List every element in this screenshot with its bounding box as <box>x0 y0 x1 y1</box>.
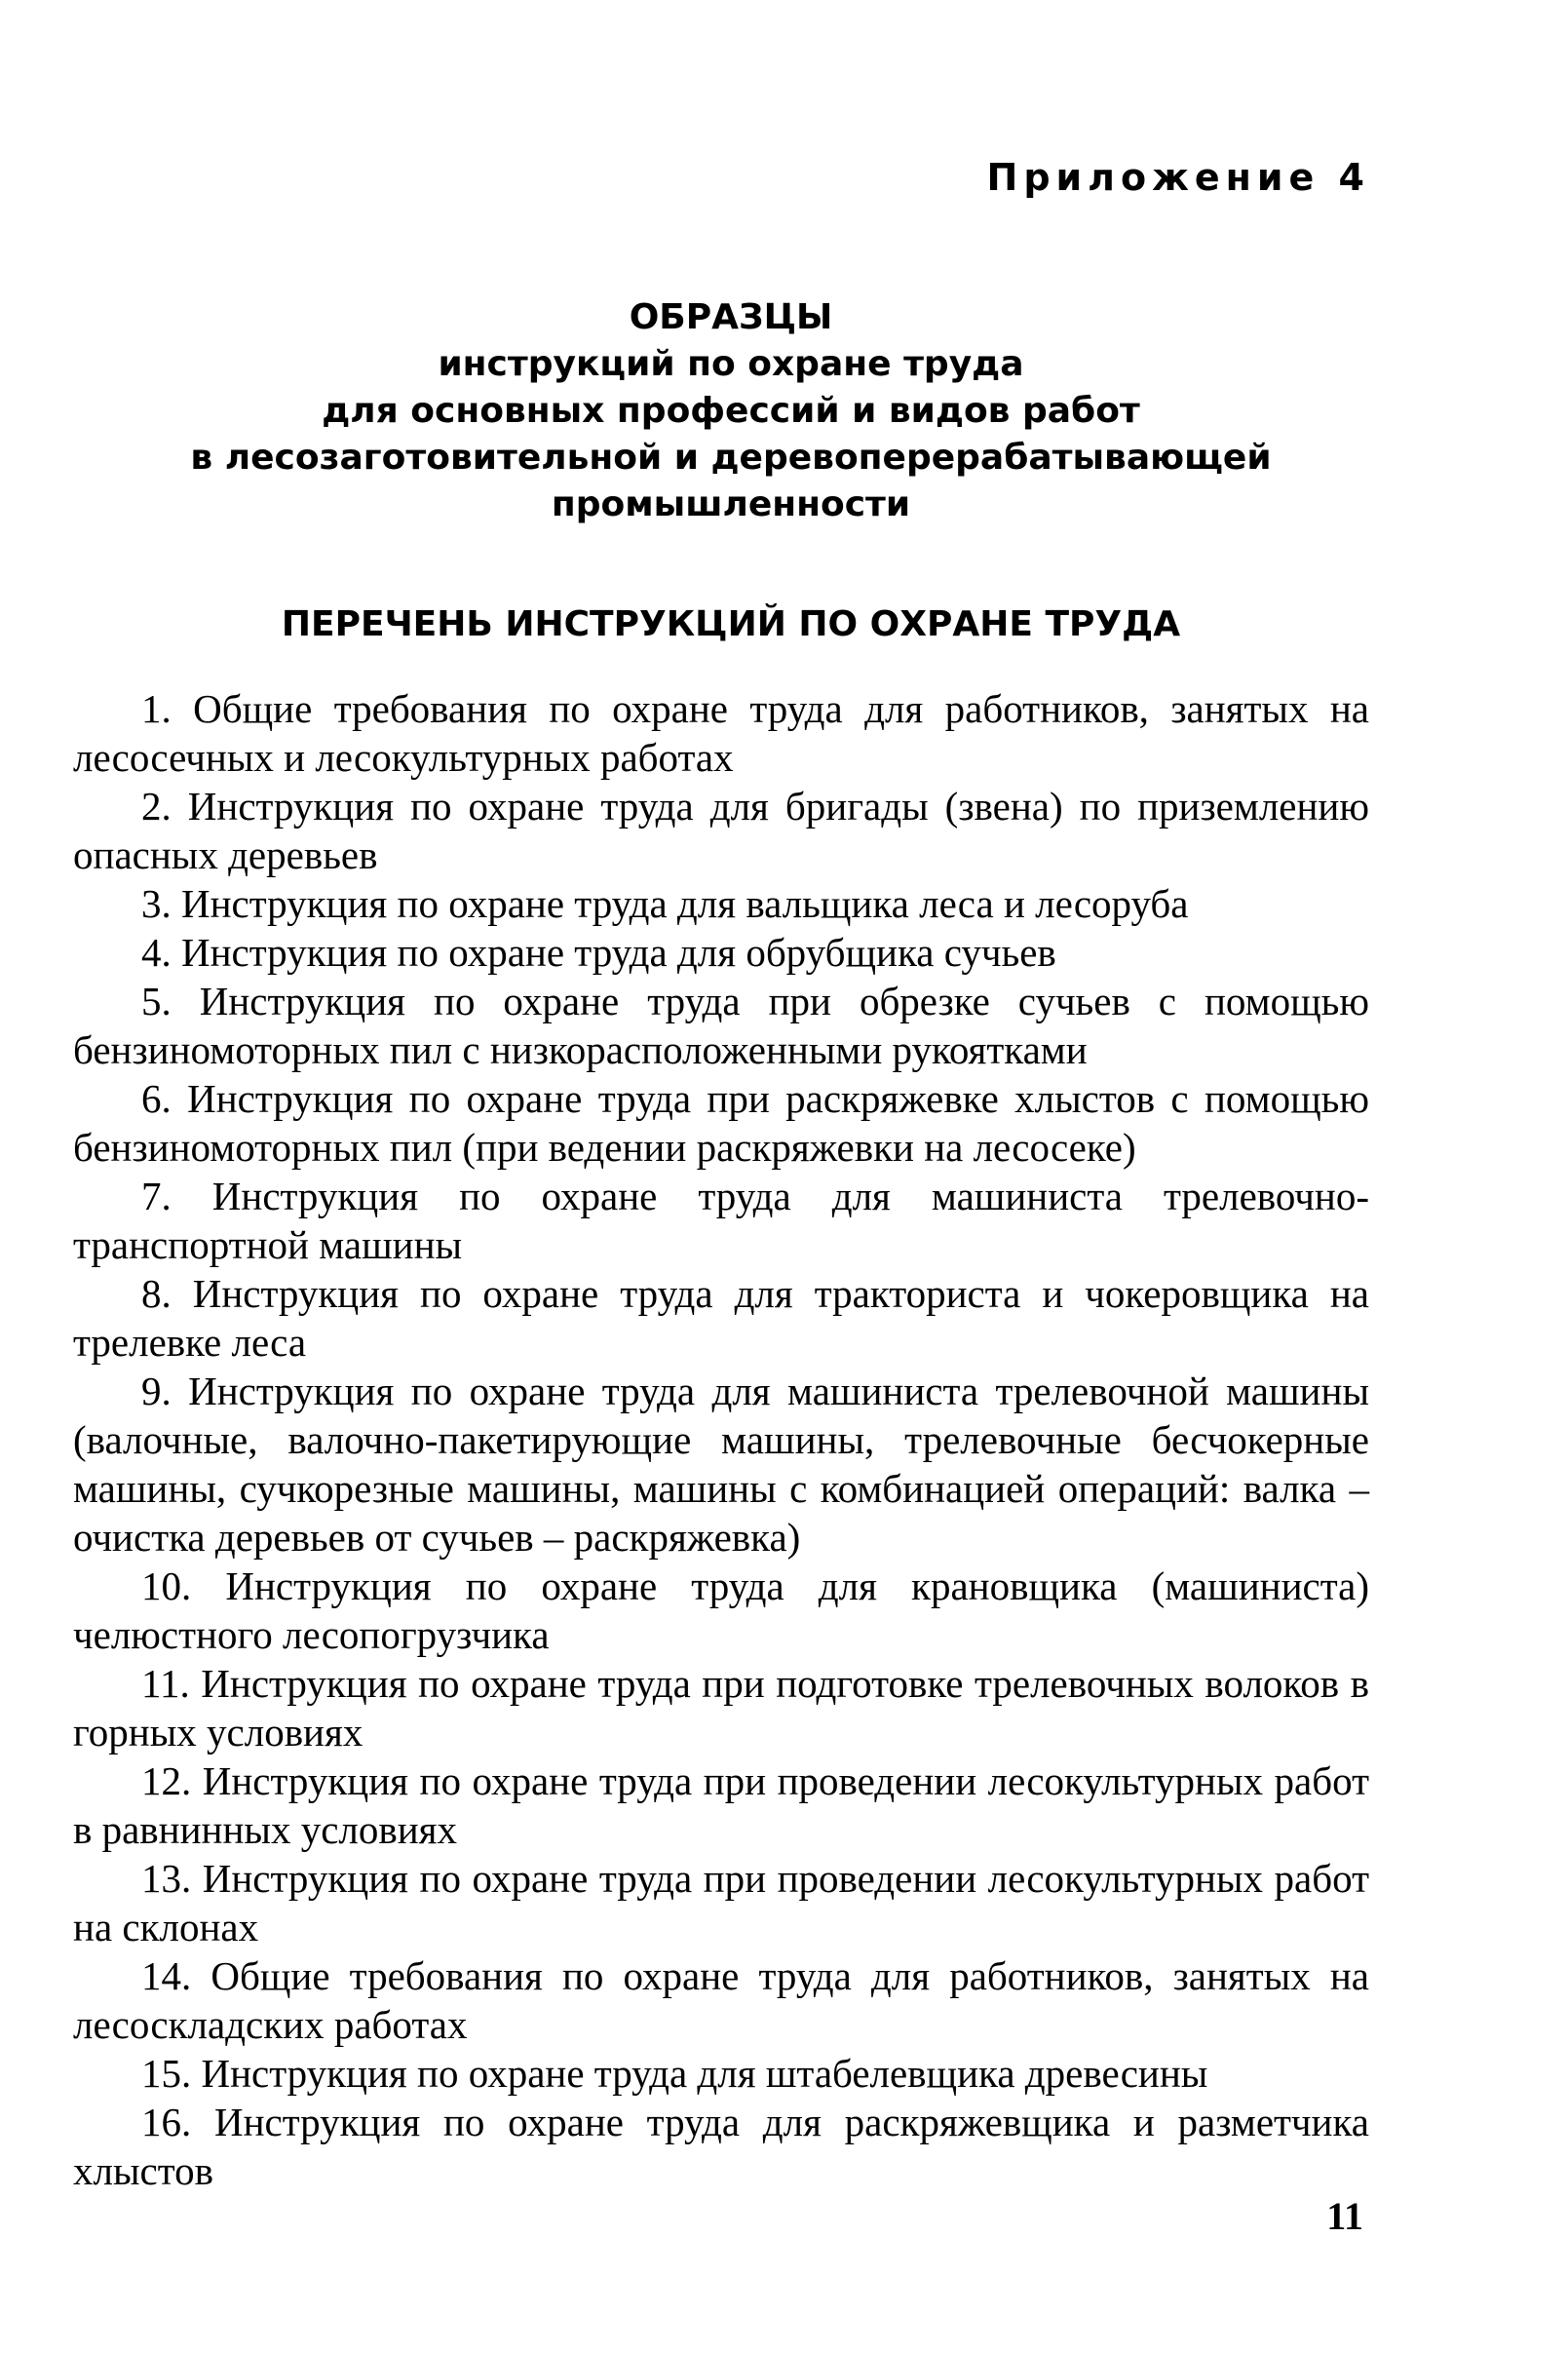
list-item: 9. Инструкция по охране труда для машиниста трелевочной машины (валочные, валочно-пакетирующие машины, трелевочные бесчокерные машины, сучкорезные машины, машины с комбинацией операций: валка – очистка деревьев от сучьев – раскряжевка) <box>73 1369 1369 1560</box>
list-item: 10. Инструкция по охране труда для крановщика (машиниста) челюстного лесопогрузчика <box>73 1563 1369 1657</box>
instruction-list <box>73 684 1369 2195</box>
document-heading <box>97 294 1364 528</box>
list-item: 7. Инструкция по охране труда для машиниста трелевочно-транспортной машины <box>73 1174 1369 1267</box>
list-item: 6. Инструкция по охране труда при раскряжевке хлыстов с помощью бензиномоторных пил (при ведении раскряжевки на лесосеке) <box>73 1076 1369 1170</box>
list-item: 16. Инструкция по охране труда для раскряжевщика и разметчика хлыстов <box>73 2100 1369 2193</box>
list-item: 4. Инструкция по охране труда для обрубщика сучьев <box>141 930 1056 975</box>
list-item: 3. Инструкция по охране труда для вальщика леса и лесоруба <box>141 881 1189 926</box>
list-item: 8. Инструкция по охране труда для тракториста и чокеровщика на трелевке леса <box>73 1271 1369 1365</box>
list-title: ПЕРЕЧЕНЬ ИНСТРУКЦИЙ ПО ОХРАНЕ ТРУДА <box>281 604 1181 644</box>
list-item: 11. Инструкция по охране труда при подготовке трелевочных волоков в горных условиях <box>73 1661 1369 1755</box>
list-item: 13. Инструкция по охране труда при проведении лесокультурных работ на склонах <box>73 1856 1369 1949</box>
list-item: 12. Инструкция по охране труда при проведении лесокультурных работ в равнинных условиях <box>73 1758 1369 1852</box>
page-number: 11 <box>1326 2194 1363 2238</box>
list-item: 14. Общие требования по охране труда для работников, занятых на лесоскладских работах <box>73 1953 1369 2047</box>
heading-line-4: в лесозаготовительной и деревоперерабатывающей <box>190 438 1272 478</box>
list-item: 5. Инструкция по охране труда при обрезке сучьев с помощью бензиномоторных пил с низкорасположенными рукоятками <box>73 979 1369 1072</box>
heading-line-1: ОБРАЗЦЫ <box>629 297 833 337</box>
heading-line-5: промышленности <box>551 484 911 524</box>
heading-line-3: для основных профессий и видов работ <box>322 391 1140 431</box>
list-item: 2. Инструкция по охране труда для бригады (звена) по приземлению опасных деревьев <box>73 784 1369 877</box>
appendix-label: Приложение 4 <box>986 156 1370 199</box>
list-item: 15. Инструкция по охране труда для штабелевщика древесины <box>141 2051 1208 2096</box>
heading-line-2: инструкций по охране труда <box>438 344 1024 384</box>
list-item: 1. Общие требования по охране труда для работников, занятых на лесосечных и лесокультурных работах <box>73 686 1369 780</box>
